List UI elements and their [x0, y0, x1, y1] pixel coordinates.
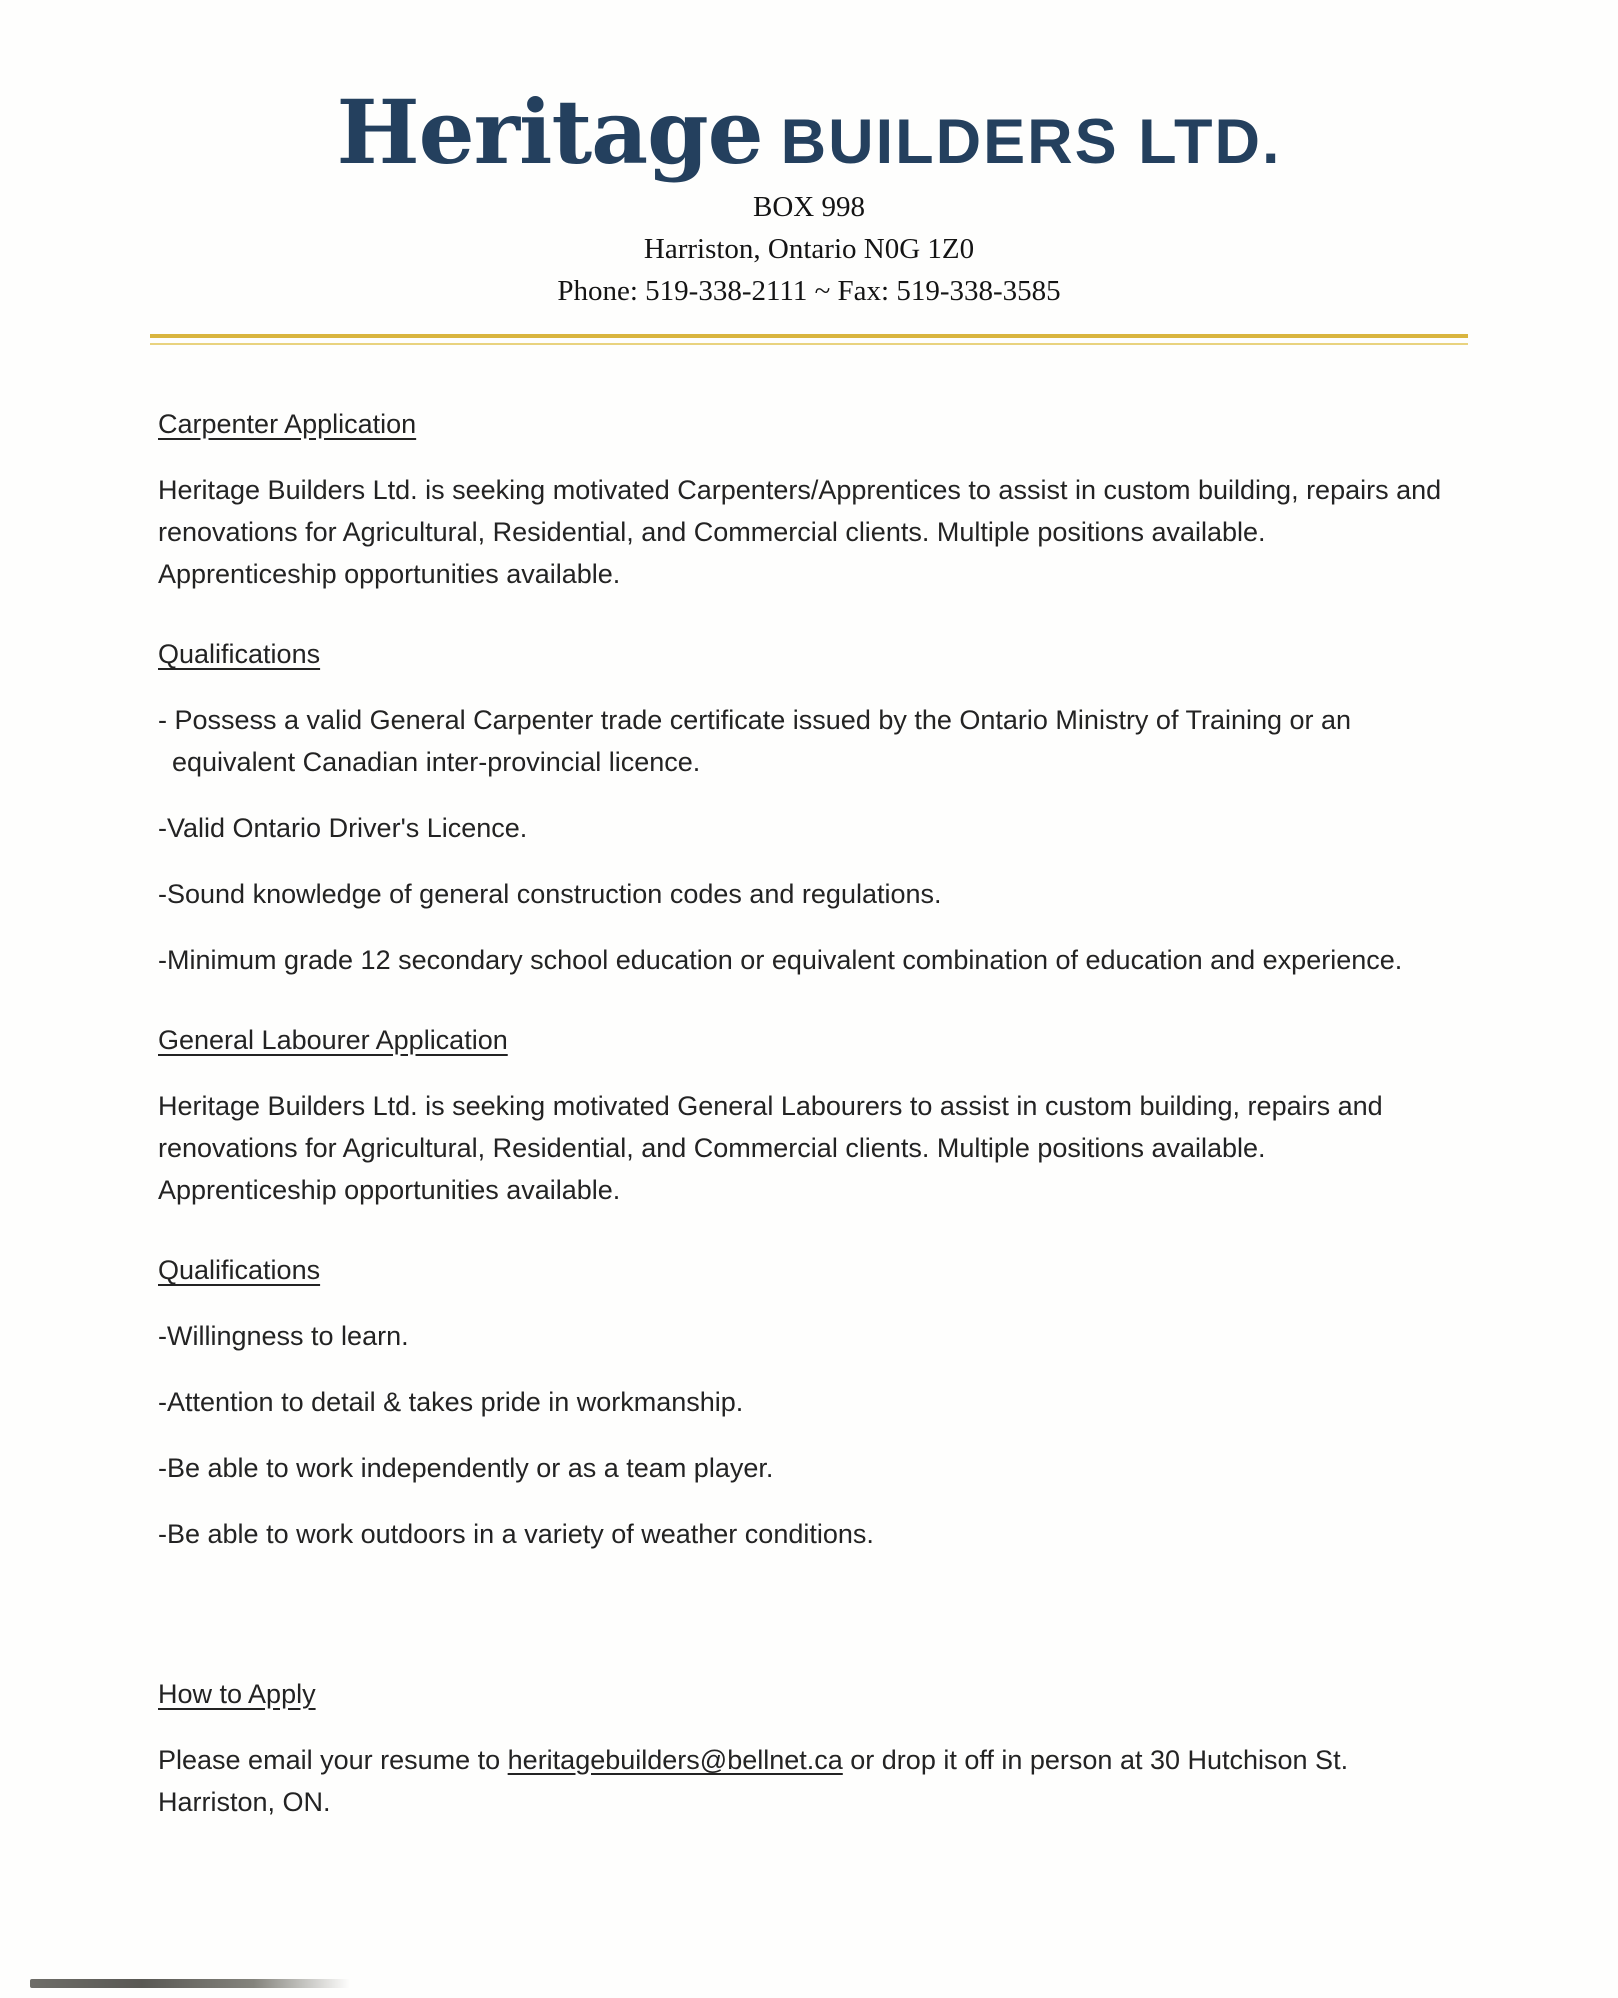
qualification-item: -Willingness to learn.	[158, 1321, 409, 1351]
letterhead	[0, 0, 1618, 345]
qualification-item: -Valid Ontario Driver's Licence.	[158, 813, 528, 843]
apply-text-after-email: or drop it off in person at 30 Hutchison St. Harriston, ON.	[158, 1745, 1349, 1817]
qualification-item: -Minimum grade 12 secondary school education or equivalent combination of education and experience.	[158, 945, 1403, 975]
labourer-intro-paragraph: Heritage Builders Ltd. is seeking motivated General Labourers to assist in custom building, repairs and renovations for Agricultural, Residential, and Commercial clients. Multiple positions available. Apprenticeship opportunities available.	[158, 1091, 1383, 1205]
carpenter-qualifications-title: Qualifications	[158, 639, 321, 669]
qualification-item: -Attention to detail & takes pride in workmanship.	[158, 1387, 744, 1417]
gold-divider-rule	[150, 334, 1468, 345]
labourer-qualifications-title: Qualifications	[158, 1255, 321, 1285]
apply-paragraph	[158, 1739, 1450, 1823]
company-logo	[0, 80, 1618, 184]
document-body	[0, 345, 1618, 1823]
qualification-item: - Possess a valid General Carpenter trade certificate issued by the Ontario Ministry of Training or an equivalent Canadian inter-provincial licence.	[158, 705, 1352, 777]
qualification-item: -Be able to work independently or as a team player.	[158, 1453, 774, 1483]
address-phone-fax: Phone: 519-338-2111 ~ Fax: 519-338-3585	[557, 275, 1061, 307]
company-name-rest: BUILDERS LTD.	[780, 107, 1282, 177]
section-title-labourer: General Labourer Application	[158, 1025, 508, 1055]
company-name-script: Heritage	[336, 80, 763, 184]
qualification-item: -Be able to work outdoors in a variety of weather conditions.	[158, 1519, 874, 1549]
scan-artifact-line	[30, 1979, 350, 1988]
apply-text-before-email: Please email your resume to	[158, 1745, 508, 1775]
address-city: Harriston, Ontario N0G 1Z0	[643, 233, 975, 265]
section-title-how-to-apply: How to Apply	[158, 1679, 316, 1709]
email-address: heritagebuilders@bellnet.ca	[507, 1745, 843, 1775]
carpenter-intro-paragraph: Heritage Builders Ltd. is seeking motivated Carpenters/Apprentices to assist in custom building, repairs and renovations for Agricultural, Residential, and Commercial clients. Multiple positions available. Apprenticeship opportunities available.	[158, 475, 1442, 589]
qualification-item: -Sound knowledge of general construction codes and regulations.	[158, 879, 942, 909]
address-box: BOX 998	[753, 191, 865, 223]
section-title-carpenter: Carpenter Application	[158, 409, 417, 439]
